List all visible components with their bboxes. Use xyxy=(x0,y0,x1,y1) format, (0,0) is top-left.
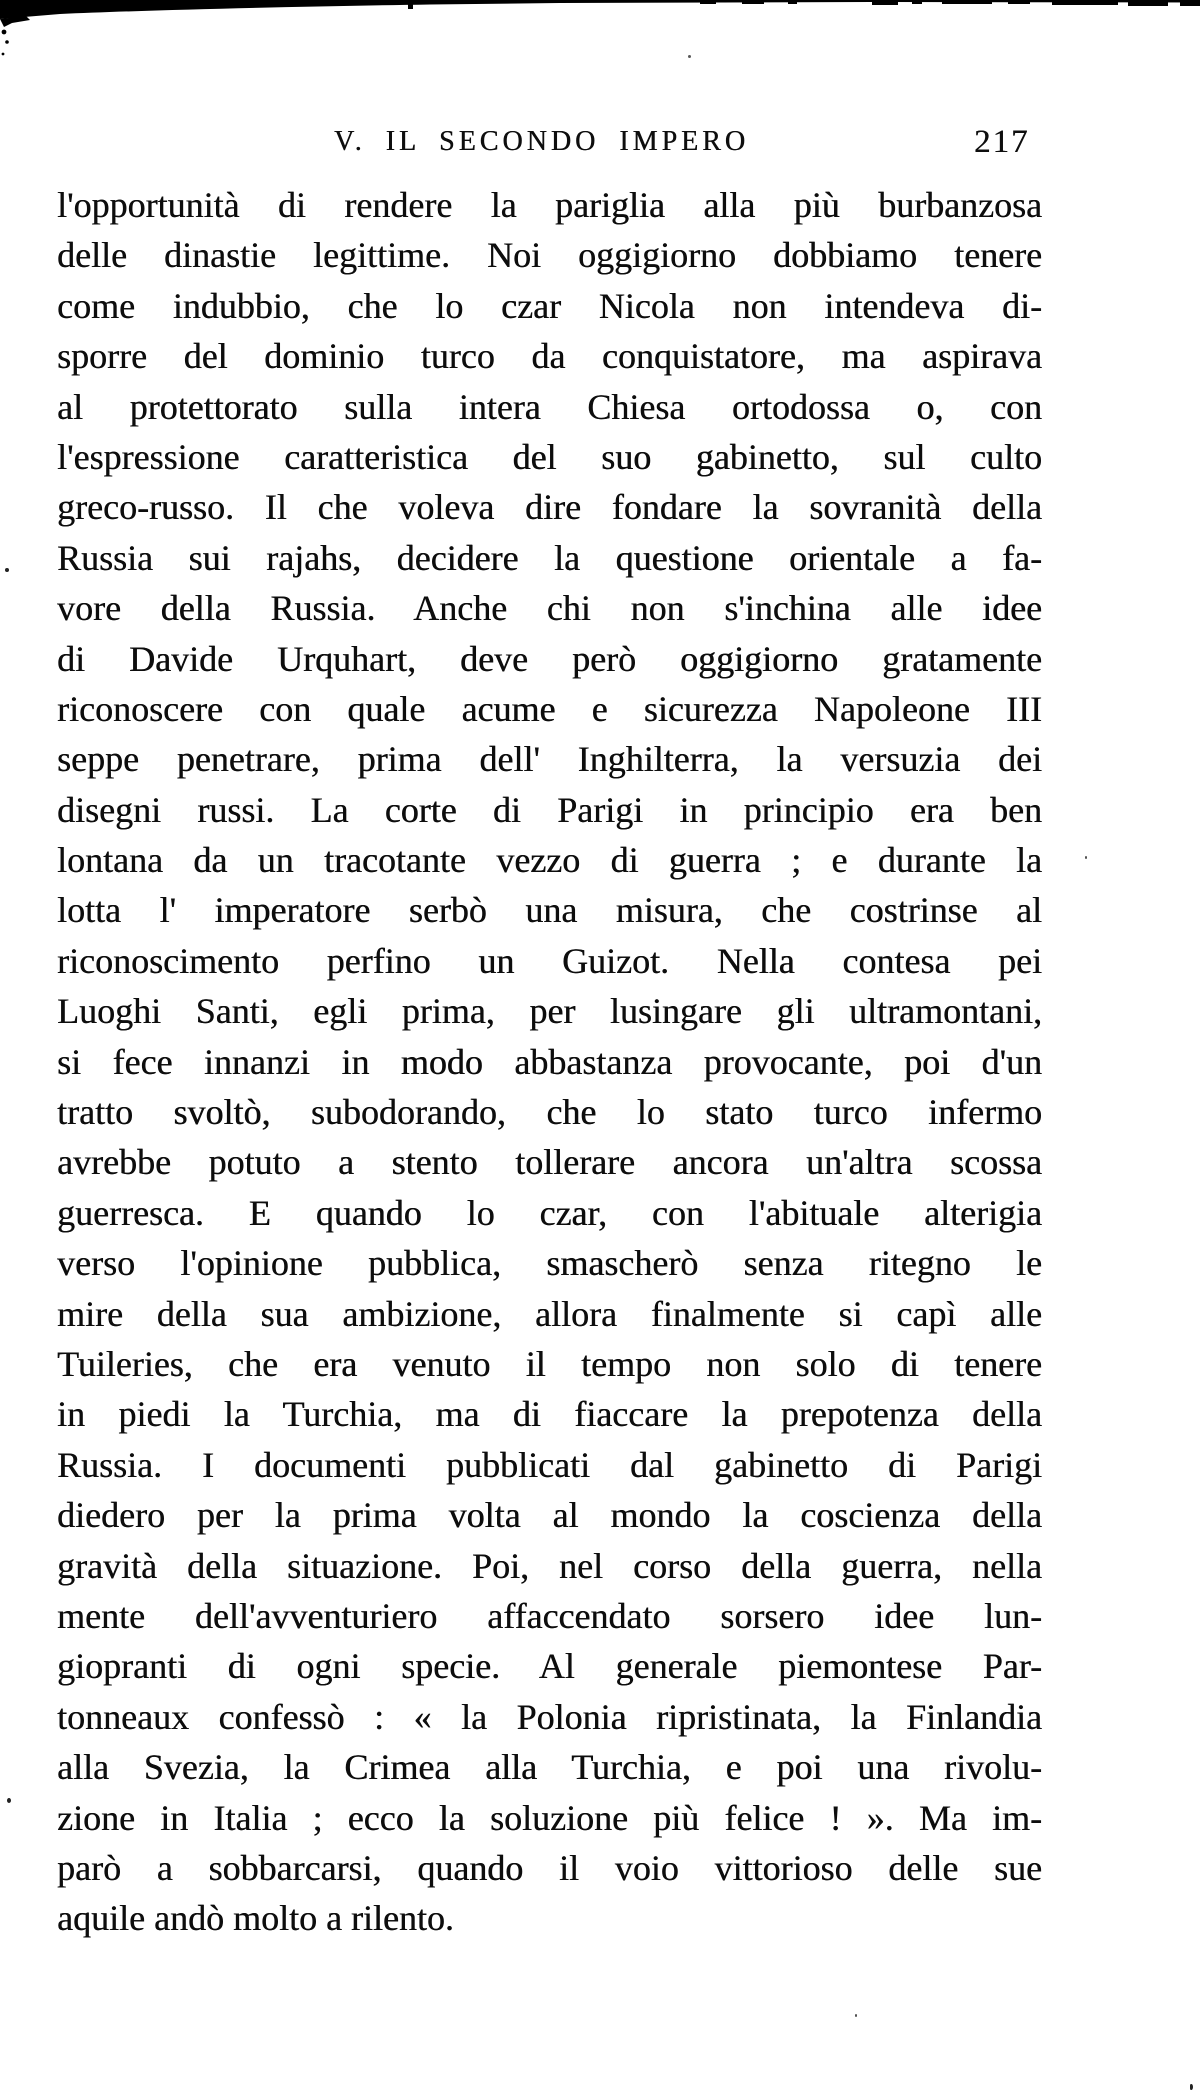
ink-speck xyxy=(7,1798,11,1803)
text-line: mente dell'avventuriero affaccendato sorsero idee lun- xyxy=(57,1595,1042,1636)
text-line: greco-russo. Il che voleva dire fondare la sovranità della xyxy=(57,487,1042,528)
text-line: come indubbio, che lo czar Nicola non intendeva di- xyxy=(57,285,1042,326)
running-head xyxy=(0,124,1200,164)
text-line: gravità della situazione. Poi, nel corso della guerra, nella xyxy=(57,1545,1042,1586)
text-line: disegni russi. La corte di Parigi in principio era ben xyxy=(57,789,1042,830)
ink-speck xyxy=(1085,856,1087,859)
text-line: alla Svezia, la Crimea alla Turchia, e poi una rivolu- xyxy=(57,1747,1042,1788)
text-line: riconoscere con quale acume e sicurezza Napoleone III xyxy=(57,688,1042,729)
text-line: sporre del dominio turco da conquistatore, ma aspirava xyxy=(57,336,1042,377)
text-line: avrebbe potuto a stento tollerare ancora un'altra scossa xyxy=(57,1142,1042,1183)
ink-speck xyxy=(1190,2084,1193,2090)
text-line: parò a sobbarcarsi, quando il voio vittorioso delle sue xyxy=(57,1847,1042,1888)
text-line: diedero per la prima volta al mondo la coscienza della xyxy=(57,1495,1042,1536)
text-line: aquile andò molto a rilento. xyxy=(57,1898,454,1939)
chapter-title: V. IL SECONDO IMPERO xyxy=(334,126,750,157)
text-line: in piedi la Turchia, ma di fiaccare la prepotenza della xyxy=(57,1394,1042,1435)
page-number: 217 xyxy=(974,124,1030,160)
text-line: mire della sua ambizione, allora finalmente si capì alle xyxy=(57,1293,1042,1334)
text-line: lotta l' imperatore serbò una misura, che costrinse al xyxy=(57,890,1042,931)
text-line: guerresca. E quando lo czar, con l'abituale alterigia xyxy=(57,1192,1042,1233)
text-line: al protettorato sulla intera Chiesa ortodossa o, con xyxy=(57,386,1042,427)
text-line: si fece innanzi in modo abbastanza provocante, poi d'un xyxy=(57,1041,1042,1082)
text-line: zione in Italia ; ecco la soluzione più felice ! ». Ma im- xyxy=(57,1797,1042,1838)
text-line: lontana da un tracotante vezzo di guerra ; e durante la xyxy=(57,840,1042,881)
ink-speck xyxy=(855,2014,857,2017)
text-line: Russia sui rajahs, decidere la questione orientale a fa- xyxy=(57,537,1042,578)
text-line: verso l'opinione pubblica, smascherò senza ritegno le xyxy=(57,1243,1042,1284)
text-line: Tuileries, che era venuto il tempo non solo di tenere xyxy=(57,1343,1042,1384)
text-line: seppe penetrare, prima dell' Inghilterra, la versuzia dei xyxy=(57,739,1042,780)
page-body xyxy=(57,180,1042,1944)
ink-speck xyxy=(5,568,9,572)
text-line: tratto svoltò, subodorando, che lo stato turco infermo xyxy=(57,1092,1042,1133)
text-line: Russia. I documenti pubblicati dal gabinetto di Parigi xyxy=(57,1444,1042,1485)
text-line: l'opportunità di rendere la pariglia alla più burbanzosa xyxy=(57,185,1042,225)
text-line: tonneaux confessò : « la Polonia ripristinata, la Finlandia xyxy=(57,1696,1042,1737)
text-line: delle dinastie legittime. Noi oggigiorno dobbiamo tenere xyxy=(57,235,1042,276)
text-line: riconoscimento perfino un Guizot. Nella contesa pei xyxy=(57,940,1042,981)
text-line: giopranti di ogni specie. Al generale piemontese Par- xyxy=(57,1646,1042,1687)
text-line: di Davide Urquhart, deve però oggigiorno gratamente xyxy=(57,638,1042,679)
scan-edge-artifact xyxy=(0,0,1200,60)
text-line: vore della Russia. Anche chi non s'inchina alle idee xyxy=(57,588,1042,629)
text-line: l'espressione caratteristica del suo gabinetto, sul culto xyxy=(57,436,1042,477)
ink-speck xyxy=(688,55,691,58)
text-line: Luoghi Santi, egli prima, per lusingare gli ultramontani, xyxy=(57,991,1042,1032)
